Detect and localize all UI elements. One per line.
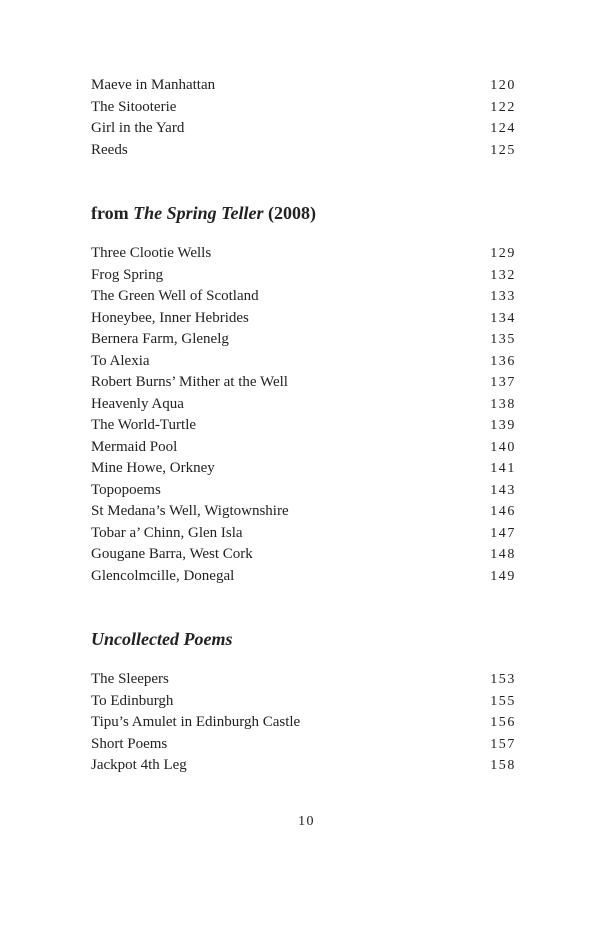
entry-title: Mine Howe, Orkney	[91, 460, 215, 476]
toc-entry	[91, 329, 515, 351]
table-of-contents	[91, 75, 515, 777]
entry-title: Reeds	[91, 141, 128, 158]
entry-title: Tipu’s Amulet in Edinburgh Castle	[91, 714, 301, 730]
entry-page-number: 137	[490, 375, 516, 390]
entry-page-number: 134	[490, 310, 516, 326]
entry-page-number: 124	[490, 121, 516, 136]
toc-entry	[91, 265, 515, 287]
toc-entry	[91, 286, 515, 308]
toc-entry	[91, 501, 515, 523]
entry-page-number: 141	[490, 461, 516, 476]
entry-page-number: 135	[490, 332, 516, 347]
section-heading-spring-teller	[91, 201, 515, 225]
entry-title: Jackpot 4th Leg	[91, 757, 187, 773]
toc-entry	[91, 243, 515, 265]
toc-entry	[91, 308, 515, 330]
entry-page-number: 156	[490, 715, 516, 730]
toc-entry	[91, 755, 515, 777]
entry-page-number: 136	[490, 353, 516, 369]
toc-entry	[91, 415, 515, 437]
toc-entry	[91, 523, 515, 545]
toc-entry	[91, 118, 515, 140]
entry-title: The Green Well of Scotland	[91, 288, 259, 304]
toc-entry	[91, 669, 515, 691]
entry-title: Frog Spring	[91, 266, 164, 283]
entry-page-number: 149	[490, 568, 516, 584]
entry-page-number: 140	[490, 439, 516, 455]
entry-title: Honeybee, Inner Hebrides	[91, 309, 249, 326]
entry-page-number: 132	[490, 267, 516, 283]
section-heading-uncollected-poems	[91, 627, 515, 651]
toc-entry	[91, 544, 515, 566]
entry-title: Short Poems	[91, 735, 168, 752]
entry-title: St Medana’s Well, Wigtownshire	[91, 503, 289, 519]
entry-page-number: 143	[490, 482, 516, 498]
entry-title: Gougane Barra, West Cork	[91, 546, 253, 562]
toc-section-spring-teller	[91, 243, 515, 587]
entry-page-number: 139	[490, 418, 516, 433]
toc-entry	[91, 97, 515, 119]
toc-entry	[91, 458, 515, 480]
toc-entry	[91, 734, 515, 756]
entry-page-number: 147	[490, 525, 516, 541]
entry-title: To Edinburgh	[91, 692, 174, 709]
entry-title: Glencolmcille, Donegal	[91, 567, 235, 584]
heading-prefix: from	[91, 203, 134, 223]
entry-title: Robert Burns’ Mither at the Well	[91, 374, 288, 390]
entry-title: Girl in the Yard	[91, 120, 185, 136]
entry-title: Mermaid Pool	[91, 438, 178, 455]
entry-page-number: 133	[490, 289, 516, 304]
entry-page-number: 153	[490, 672, 516, 687]
toc-entry	[91, 75, 515, 97]
toc-entry	[91, 712, 515, 734]
entry-title: Bernera Farm, Glenelg	[91, 331, 229, 347]
toc-entry	[91, 566, 515, 588]
page-number-footer: 10	[298, 814, 315, 829]
toc-entry	[91, 437, 515, 459]
toc-entry	[91, 480, 515, 502]
heading-section-title: Uncollected Poems	[91, 629, 233, 649]
toc-entry	[91, 351, 515, 373]
toc-section-uncollected	[91, 669, 515, 777]
entry-page-number: 120	[490, 78, 516, 93]
entry-page-number: 122	[490, 99, 516, 115]
entry-page-number: 138	[490, 396, 516, 412]
entry-page-number: 148	[490, 547, 516, 562]
entry-title: The Sleepers	[91, 671, 169, 687]
toc-entry	[91, 372, 515, 394]
heading-book-title: The Spring Teller	[133, 203, 264, 223]
entry-title: To Alexia	[91, 352, 150, 369]
entry-title: The Sitooterie	[91, 98, 177, 115]
entry-title: Heavenly Aqua	[91, 395, 184, 412]
entry-page-number: 157	[490, 736, 516, 752]
entry-page-number: 125	[490, 142, 516, 158]
entry-title: Three Clootie Wells	[91, 245, 212, 261]
entry-page-number: 129	[490, 246, 516, 261]
entry-title: Topopoems	[91, 481, 161, 498]
toc-entry	[91, 394, 515, 416]
entry-title: The World-Turtle	[91, 417, 197, 433]
entry-page-number: 158	[490, 758, 516, 773]
toc-entry	[91, 140, 515, 162]
heading-suffix: (2008)	[263, 203, 317, 223]
entry-page-number: 146	[490, 504, 516, 519]
toc-entry	[91, 691, 515, 713]
toc-section-continued	[91, 75, 515, 161]
entry-title: Maeve in Manhattan	[91, 77, 216, 93]
entry-page-number: 155	[490, 693, 516, 709]
entry-title: Tobar a’ Chinn, Glen Isla	[91, 524, 243, 541]
